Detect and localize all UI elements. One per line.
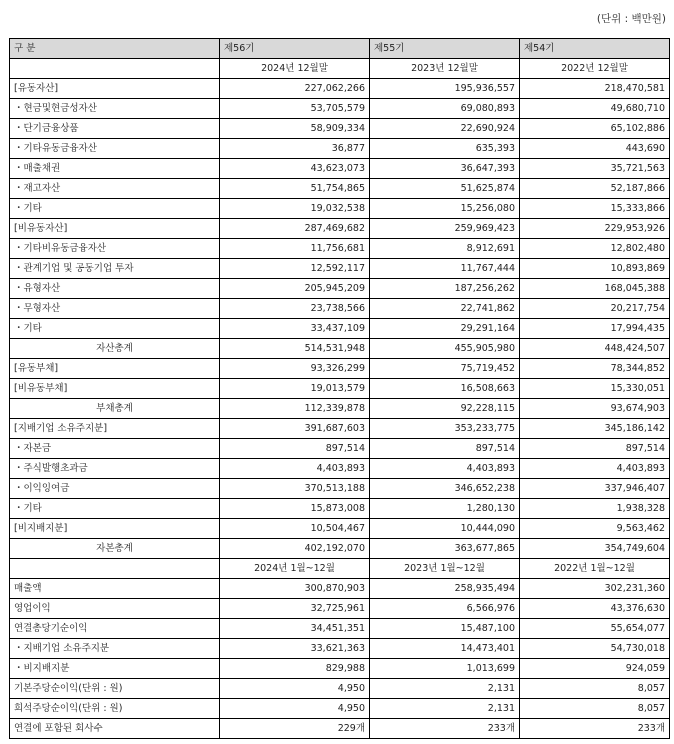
row-label: 부채총계 [10, 399, 220, 419]
value-cell: 54,730,018 [520, 639, 670, 659]
value-cell: 43,623,073 [220, 159, 370, 179]
value-cell: 51,625,874 [370, 179, 520, 199]
value-cell: 17,994,435 [520, 319, 670, 339]
row-label: 자산총계 [10, 339, 220, 359]
financial-summary-table [9, 38, 670, 739]
table-row [10, 499, 670, 519]
table-row [10, 359, 670, 379]
value-cell: 345,186,142 [520, 419, 670, 439]
table-row [10, 279, 670, 299]
row-label: ・기타 [10, 319, 220, 339]
value-cell: 12,592,117 [220, 259, 370, 279]
row-label: ・주식발행초과금 [10, 459, 220, 479]
value-cell: 1,013,699 [370, 659, 520, 679]
value-cell: 259,969,423 [370, 219, 520, 239]
value-cell: 258,935,494 [370, 579, 520, 599]
value-cell: 353,233,775 [370, 419, 520, 439]
value-cell: 36,647,393 [370, 159, 520, 179]
value-cell: 829,988 [220, 659, 370, 679]
value-cell: 78,344,852 [520, 359, 670, 379]
value-cell: 897,514 [220, 439, 370, 459]
table-row [10, 199, 670, 219]
table-row [10, 219, 670, 239]
value-cell: 455,905,980 [370, 339, 520, 359]
value-cell: 4,403,893 [520, 459, 670, 479]
row-label: ・무형자산 [10, 299, 220, 319]
value-cell: 187,256,262 [370, 279, 520, 299]
date-cell: 2023년 12월말 [370, 59, 520, 79]
table-header-row [10, 39, 670, 59]
value-cell: 12,802,480 [520, 239, 670, 259]
table-row [10, 599, 670, 619]
value-cell: 443,690 [520, 139, 670, 159]
value-cell: 32,725,961 [220, 599, 370, 619]
value-cell: 300,870,903 [220, 579, 370, 599]
value-cell: 2,131 [370, 699, 520, 719]
header-label: 구 분 [10, 39, 220, 59]
value-cell: 69,080,893 [370, 99, 520, 119]
table-row [10, 439, 670, 459]
header-period: 제55기 [370, 39, 520, 59]
value-cell: 8,912,691 [370, 239, 520, 259]
table-row [10, 459, 670, 479]
row-label: [비유동부채] [10, 379, 220, 399]
value-cell: 35,721,563 [520, 159, 670, 179]
row-label: ・비지배지분 [10, 659, 220, 679]
table-row [10, 699, 670, 719]
value-cell: 19,013,579 [220, 379, 370, 399]
table-row [10, 339, 670, 359]
value-cell: 337,946,407 [520, 479, 670, 499]
table-row [10, 139, 670, 159]
value-cell: 195,936,557 [370, 79, 520, 99]
value-cell: 52,187,866 [520, 179, 670, 199]
table-row [10, 259, 670, 279]
value-cell: 391,687,603 [220, 419, 370, 439]
value-cell: 1,938,328 [520, 499, 670, 519]
value-cell: 897,514 [520, 439, 670, 459]
value-cell: 58,909,334 [220, 119, 370, 139]
value-cell: 14,473,401 [370, 639, 520, 659]
row-label: ・자본금 [10, 439, 220, 459]
table-row [10, 299, 670, 319]
row-label: ・기타비유동금융자산 [10, 239, 220, 259]
value-cell: 287,469,682 [220, 219, 370, 239]
row-label: ・기타 [10, 199, 220, 219]
table-row [10, 179, 670, 199]
value-cell: 4,950 [220, 679, 370, 699]
value-cell: 4,950 [220, 699, 370, 719]
table-row [10, 319, 670, 339]
value-cell: 93,326,299 [220, 359, 370, 379]
value-cell: 227,062,266 [220, 79, 370, 99]
row-label: [비유동자산] [10, 219, 220, 239]
value-cell: 514,531,948 [220, 339, 370, 359]
row-label: [유동자산] [10, 79, 220, 99]
table-row [10, 679, 670, 699]
value-cell: 22,741,862 [370, 299, 520, 319]
empty-cell [10, 559, 220, 579]
value-cell: 11,767,444 [370, 259, 520, 279]
date-cell: 2024년 12월말 [220, 59, 370, 79]
value-cell: 92,228,115 [370, 399, 520, 419]
value-cell: 34,451,351 [220, 619, 370, 639]
table-row [10, 719, 670, 739]
value-cell: 15,333,866 [520, 199, 670, 219]
period-cell: 2023년 1월~12월 [370, 559, 520, 579]
value-cell: 635,393 [370, 139, 520, 159]
row-label: ・매출채권 [10, 159, 220, 179]
value-cell: 6,566,976 [370, 599, 520, 619]
header-period: 제54기 [520, 39, 670, 59]
value-cell: 53,705,579 [220, 99, 370, 119]
row-label: [비지배지분] [10, 519, 220, 539]
row-label: 연결총당기순이익 [10, 619, 220, 639]
value-cell: 10,444,090 [370, 519, 520, 539]
table-row [10, 239, 670, 259]
value-cell: 370,513,188 [220, 479, 370, 499]
value-cell: 402,192,070 [220, 539, 370, 559]
value-cell: 15,256,080 [370, 199, 520, 219]
value-cell: 93,674,903 [520, 399, 670, 419]
table-row [10, 399, 670, 419]
value-cell: 33,621,363 [220, 639, 370, 659]
table-row [10, 379, 670, 399]
value-cell: 55,654,077 [520, 619, 670, 639]
value-cell: 11,756,681 [220, 239, 370, 259]
value-cell: 15,487,100 [370, 619, 520, 639]
value-cell: 112,339,878 [220, 399, 370, 419]
value-cell: 33,437,109 [220, 319, 370, 339]
value-cell: 10,504,467 [220, 519, 370, 539]
table-row [10, 79, 670, 99]
table-row [10, 619, 670, 639]
row-label: 영업이익 [10, 599, 220, 619]
value-cell: 51,754,865 [220, 179, 370, 199]
value-cell: 168,045,388 [520, 279, 670, 299]
table-row [10, 99, 670, 119]
table-row [10, 419, 670, 439]
value-cell: 4,403,893 [370, 459, 520, 479]
value-cell: 65,102,886 [520, 119, 670, 139]
table-row [10, 639, 670, 659]
value-cell: 897,514 [370, 439, 520, 459]
value-cell: 15,330,051 [520, 379, 670, 399]
value-cell: 16,508,663 [370, 379, 520, 399]
value-cell: 924,059 [520, 659, 670, 679]
table-row [10, 119, 670, 139]
row-label: 자본총계 [10, 539, 220, 559]
empty-cell [10, 59, 220, 79]
value-cell: 36,877 [220, 139, 370, 159]
row-label: ・지배기업 소유주지분 [10, 639, 220, 659]
row-label: [유동부채] [10, 359, 220, 379]
table-row [10, 579, 670, 599]
value-cell: 448,424,507 [520, 339, 670, 359]
value-cell: 2,131 [370, 679, 520, 699]
row-label: ・관계기업 및 공동기업 투자 [10, 259, 220, 279]
row-label: ・유형자산 [10, 279, 220, 299]
date-cell: 2022년 12월말 [520, 59, 670, 79]
value-cell: 75,719,452 [370, 359, 520, 379]
row-label: [지배기업 소유주지분] [10, 419, 220, 439]
table-row [10, 539, 670, 559]
value-cell: 218,470,581 [520, 79, 670, 99]
value-cell: 49,680,710 [520, 99, 670, 119]
value-cell: 1,280,130 [370, 499, 520, 519]
row-label: ・재고자산 [10, 179, 220, 199]
value-cell: 43,376,630 [520, 599, 670, 619]
table-row [10, 159, 670, 179]
table-row [10, 519, 670, 539]
income-period-row [10, 559, 670, 579]
row-label: 연결에 포함된 회사수 [10, 719, 220, 739]
value-cell: 229,953,926 [520, 219, 670, 239]
balance-date-row [10, 59, 670, 79]
row-label: 기본주당순이익(단위 : 원) [10, 679, 220, 699]
unit-note: (단위 : 백만원) [596, 13, 666, 25]
row-label: ・현금및현금성자산 [10, 99, 220, 119]
value-cell: 23,738,566 [220, 299, 370, 319]
row-label: 매출액 [10, 579, 220, 599]
header-period: 제56기 [220, 39, 370, 59]
row-label: ・기타유동금융자산 [10, 139, 220, 159]
value-cell: 19,032,538 [220, 199, 370, 219]
value-cell: 9,563,462 [520, 519, 670, 539]
value-cell: 346,652,238 [370, 479, 520, 499]
row-label: ・기타 [10, 499, 220, 519]
value-cell: 8,057 [520, 699, 670, 719]
value-cell: 233개 [370, 719, 520, 739]
value-cell: 229개 [220, 719, 370, 739]
value-cell: 29,291,164 [370, 319, 520, 339]
value-cell: 363,677,865 [370, 539, 520, 559]
value-cell: 354,749,604 [520, 539, 670, 559]
value-cell: 22,690,924 [370, 119, 520, 139]
value-cell: 15,873,008 [220, 499, 370, 519]
value-cell: 20,217,754 [520, 299, 670, 319]
row-label: 희석주당순이익(단위 : 원) [10, 699, 220, 719]
value-cell: 10,893,869 [520, 259, 670, 279]
value-cell: 4,403,893 [220, 459, 370, 479]
table-row [10, 479, 670, 499]
period-cell: 2022년 1월~12월 [520, 559, 670, 579]
value-cell: 233개 [520, 719, 670, 739]
period-cell: 2024년 1월~12월 [220, 559, 370, 579]
table-row [10, 659, 670, 679]
row-label: ・이익잉여금 [10, 479, 220, 499]
value-cell: 205,945,209 [220, 279, 370, 299]
row-label: ・단기금융상품 [10, 119, 220, 139]
value-cell: 8,057 [520, 679, 670, 699]
value-cell: 302,231,360 [520, 579, 670, 599]
